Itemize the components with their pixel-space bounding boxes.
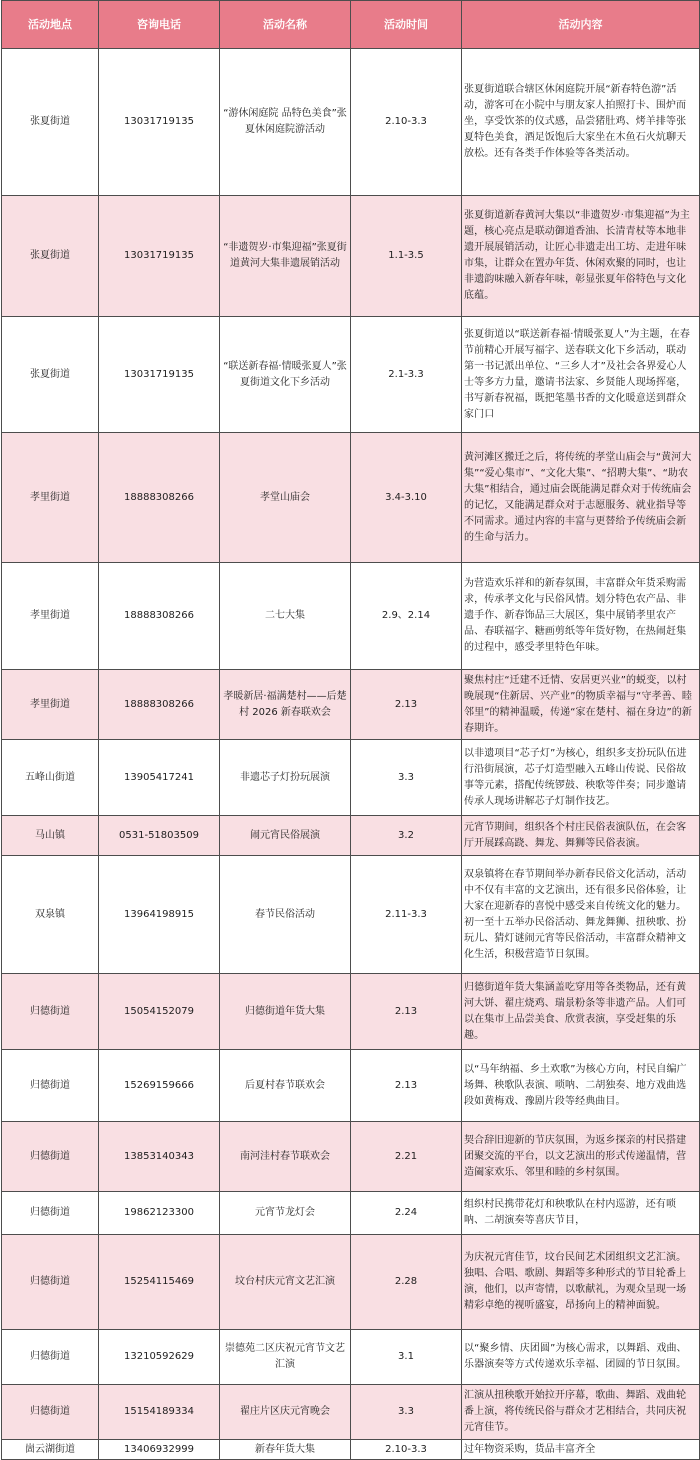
event-name-cell: 孝暖新居·福满楚村——后楚村 2026 新春联欢会 [220, 670, 351, 740]
time-cell: 2.13 [351, 670, 462, 740]
time-cell: 2.13 [351, 1050, 462, 1122]
table-row [2, 974, 700, 1050]
phone-cell: 15254115469 [99, 1235, 220, 1330]
location-cell: 孝里街道 [2, 670, 99, 740]
phone-cell: 15269159666 [99, 1050, 220, 1122]
table-row [2, 1122, 700, 1192]
time-cell: 2.11-3.3 [351, 856, 462, 974]
content-cell: 双泉镇将在春节期间举办新春民俗文化活动，活动中不仅有丰富的文艺演出，还有很多民俗体验，让大家在迎新春的喜悦中感受来自传统文化的魅力。初一至十五举办民俗活动、舞龙舞狮、扭秧歌、扮玩儿、猜灯谜闹元宵等民俗活动，丰富群众精神文化生活，积极营造节日氛围。 [462, 856, 700, 974]
event-name-cell: 后夏村春节联欢会 [220, 1050, 351, 1122]
time-cell: 3.4-3.10 [351, 433, 462, 563]
location-cell: 孝里街道 [2, 563, 99, 670]
events-table [1, 0, 700, 1460]
content-cell: 元宵节期间，组织各个村庄民俗表演队伍，在会客厅开展踩高跷、舞龙、舞狮等民俗表演。 [462, 816, 700, 856]
phone-cell: 19862123300 [99, 1192, 220, 1235]
content-cell: 归德街道年货大集涵盖吃穿用等各类物品，还有黄河大饼、翟庄烧鸡、瑞景粉条等非遗产品。人们可以在集市上品尝美食、欣赏表演，享受赶集的乐趣。 [462, 974, 700, 1050]
header-content: 活动内容 [462, 1, 700, 49]
content-cell: 过年物资采购，货品丰富齐全 [462, 1440, 700, 1460]
content-cell: 黄河滩区搬迁之后，将传统的孝堂山庙会与“黄河大集”“爱心集市”、“文化大集”、“招聘大集”、“助农大集”相结合，通过庙会既能满足群众对于传统庙会的记忆，又能满足群众对于志愿服务、就业指导等不同需求。通过内容的丰富与更替给予传统庙会新的生命与活力。 [462, 433, 700, 563]
event-name-cell: “非遗贺岁·市集迎福”张夏街道黄河大集非遗展销活动 [220, 196, 351, 317]
phone-cell: 18888308266 [99, 563, 220, 670]
event-name-cell: 非遗芯子灯扮玩展演 [220, 740, 351, 816]
event-name-cell: 崇德苑二区庆祝元宵节文艺汇演 [220, 1330, 351, 1385]
location-cell: 五峰山街道 [2, 740, 99, 816]
time-cell: 3.3 [351, 740, 462, 816]
content-cell: 以非遗项目“芯子灯”为核心，组织多支扮玩队伍进行沿街展演，芯子灯造型融入五峰山传说、民俗故事等元素，搭配传统锣鼓、秧歌等伴奏；同步邀请传承人现场讲解芯子灯制作技艺。 [462, 740, 700, 816]
phone-cell: 18888308266 [99, 433, 220, 563]
time-cell: 3.2 [351, 816, 462, 856]
table-row [2, 1050, 700, 1122]
table-row [2, 317, 700, 433]
time-cell: 2.10-3.3 [351, 1440, 462, 1460]
phone-cell: 13031719135 [99, 49, 220, 196]
content-cell: 为营造欢乐祥和的新春氛围，丰富群众年货采购需求，传承孝文化与民俗风情。划分特色农产品、非遗手作、新春饰品三大展区，集中展销孝里农产品、春联福字、糖画剪纸等年货好物，在热闹赶集的过程中，感受孝里特色年味。 [462, 563, 700, 670]
content-cell: 张夏街道新春黄河大集以“非遗贺岁·市集迎福”为主题，核心亮点是联动御道香油、长清青杖等本地非遗开展展销活动，让匠心非遗走出工坊、走进年味市集，让群众在置办年货、休闲欢聚的同时，也让非遗韵味融入新春年味，彰显张夏年俗特色与文化底蕴。 [462, 196, 700, 317]
phone-cell: 13406932999 [99, 1440, 220, 1460]
location-cell: 归德街道 [2, 1050, 99, 1122]
location-cell: 双泉镇 [2, 856, 99, 974]
time-cell: 2.13 [351, 974, 462, 1050]
time-cell: 2.24 [351, 1192, 462, 1235]
event-name-cell: 南河洼村春节联欢会 [220, 1122, 351, 1192]
location-cell: 孝里街道 [2, 433, 99, 563]
location-cell: 归德街道 [2, 1122, 99, 1192]
table-row [2, 740, 700, 816]
location-cell: 张夏街道 [2, 49, 99, 196]
table-row [2, 433, 700, 563]
content-cell: 组织村民携带花灯和秧歌队在村内巡游，还有唢呐、二胡演奏等喜庆节目， [462, 1192, 700, 1235]
event-name-cell: 新春年货大集 [220, 1440, 351, 1460]
table-row [2, 563, 700, 670]
content-cell: 张夏街道以“联送新春福·情暖张夏人”为主题，在春节前精心开展写福字、送春联文化下乡活动，联动第一书记派出单位、“三乡人才”及社会各界爱心人士等多方力量，邀请书法家、乡贤能人现场挥毫，书写新春祝福，既把笔墨书香的文化暖意送到群众家门口 [462, 317, 700, 433]
content-cell: 以“聚乡情、庆团圆”为核心需求，以舞蹈、戏曲、乐器演奏等方式传递欢乐幸福、团圆的节日氛围。 [462, 1330, 700, 1385]
header-location: 活动地点 [2, 1, 99, 49]
phone-cell: 13905417241 [99, 740, 220, 816]
table-row [2, 49, 700, 196]
time-cell: 3.1 [351, 1330, 462, 1385]
content-cell: 为庆祝元宵佳节，坟台民间艺术团组织文艺汇演。独唱、合唱、歌剧、舞蹈等多种形式的节目轮番上演，他们，以声寄情，以歌献礼，为观众呈现一场精彩卓绝的视听盛宴，昂扬向上的精神面貌。 [462, 1235, 700, 1330]
phone-cell: 13031719135 [99, 196, 220, 317]
phone-cell: 15154189334 [99, 1385, 220, 1440]
event-name-cell: 坟台村庆元宵文艺汇演 [220, 1235, 351, 1330]
header-row [2, 1, 700, 49]
phone-cell: 13853140343 [99, 1122, 220, 1192]
event-name-cell: 归德街道年货大集 [220, 974, 351, 1050]
event-name-cell: 孝堂山庙会 [220, 433, 351, 563]
location-cell: 马山镇 [2, 816, 99, 856]
event-name-cell: 二七大集 [220, 563, 351, 670]
event-name-cell: 闹元宵民俗展演 [220, 816, 351, 856]
location-cell: 崮云湖街道 [2, 1440, 99, 1460]
table-row [2, 856, 700, 974]
phone-cell: 15054152079 [99, 974, 220, 1050]
event-name-cell: 翟庄片区庆元宵晚会 [220, 1385, 351, 1440]
table-row [2, 816, 700, 856]
event-name-cell: 春节民俗活动 [220, 856, 351, 974]
phone-cell: 13031719135 [99, 317, 220, 433]
content-cell: 聚焦村庄“迁建不迁情、安居更兴业”的蜕变，以村晚展现“住新居、兴产业”的物质幸福与“守孝善、睦邻里”的精神温暖，传递“家在楚村、福在身边”的新春期许。 [462, 670, 700, 740]
location-cell: 归德街道 [2, 1330, 99, 1385]
time-cell: 2.10-3.3 [351, 49, 462, 196]
location-cell: 归德街道 [2, 1192, 99, 1235]
phone-cell: 13210592629 [99, 1330, 220, 1385]
time-cell: 2.28 [351, 1235, 462, 1330]
phone-cell: 0531-51803509 [99, 816, 220, 856]
location-cell: 归德街道 [2, 1385, 99, 1440]
location-cell: 张夏街道 [2, 196, 99, 317]
event-name-cell: “游休闲庭院 品特色美食”张夏休闲庭院游活动 [220, 49, 351, 196]
content-cell: 汇演从扭秧歌开始拉开序幕，歌曲、舞蹈、戏曲轮番上演，将传统民俗与群众才艺相结合，共同庆祝元宵佳节。 [462, 1385, 700, 1440]
header-name: 活动名称 [220, 1, 351, 49]
table-row [2, 1440, 700, 1460]
content-cell: 张夏街道联合辖区休闲庭院开展“新春特色游”活动，游客可在小院中与朋友家人拍照打卡、围炉而坐，享受饮茶的仪式感，品尝猪肚鸡、烤羊排等张夏特色美食，酒足饭饱后大家坐在木鱼石火炕聊天放松。还有各类手作体验等各类活动。 [462, 49, 700, 196]
location-cell: 归德街道 [2, 1235, 99, 1330]
time-cell: 2.1-3.3 [351, 317, 462, 433]
phone-cell: 13964198915 [99, 856, 220, 974]
table-row [2, 1330, 700, 1385]
table-row [2, 196, 700, 317]
location-cell: 归德街道 [2, 974, 99, 1050]
table-row [2, 1192, 700, 1235]
header-time: 活动时间 [351, 1, 462, 49]
event-name-cell: “联送新春福·情暖张夏人”张夏街道文化下乡活动 [220, 317, 351, 433]
time-cell: 2.9、2.14 [351, 563, 462, 670]
table-row [2, 1235, 700, 1330]
content-cell: 以“马年纳福、乡土欢歌”为核心方向，村民自编广场舞、秧歌队表演、唢呐、二胡独奏、地方戏曲选段如黄梅戏、豫剧片段等经典曲目。 [462, 1050, 700, 1122]
time-cell: 2.21 [351, 1122, 462, 1192]
time-cell: 3.3 [351, 1385, 462, 1440]
event-name-cell: 元宵节龙灯会 [220, 1192, 351, 1235]
time-cell: 1.1-3.5 [351, 196, 462, 317]
table-row [2, 1385, 700, 1440]
location-cell: 张夏街道 [2, 317, 99, 433]
phone-cell: 18888308266 [99, 670, 220, 740]
content-cell: 契合辞旧迎新的节庆氛围，为返乡探亲的村民搭建团聚交流的平台，以文艺演出的形式传递温情，营造阖家欢乐、邻里和睦的乡村氛围。 [462, 1122, 700, 1192]
table-row [2, 670, 700, 740]
header-phone: 咨询电话 [99, 1, 220, 49]
